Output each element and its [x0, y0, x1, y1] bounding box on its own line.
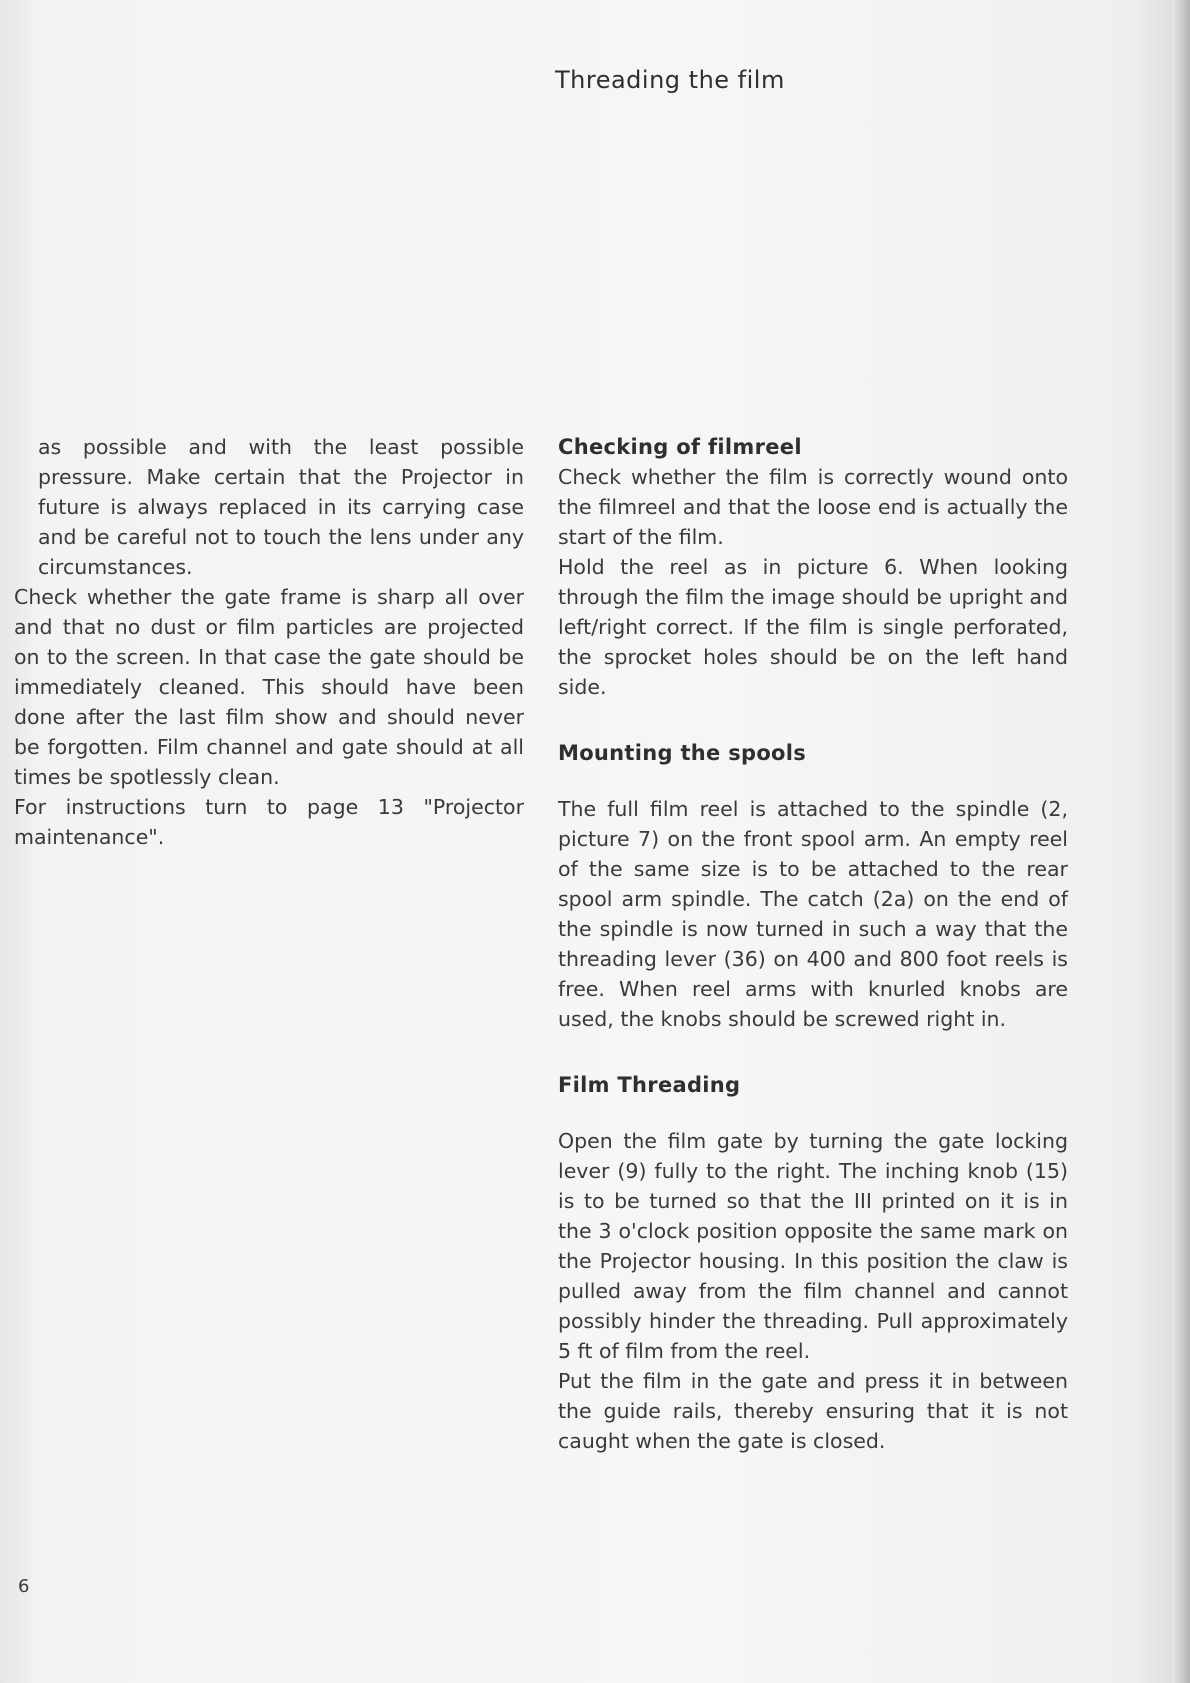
- mounting-paragraph-1: The full film reel is attached to the spindle (2, picture 7) on the front spool arm. An empty reel of the same size is to be attached to the rear spool arm spindle. The catch (2a) on the end of the spindle is now turned in such a way that the threading lever (36) on 400 and 800 foot reels is free. When reel arms with knurled knobs are used, the knobs should be screwed right in.: [558, 797, 1068, 1031]
- right-column: [558, 432, 1068, 1456]
- page-number: 6: [18, 1576, 30, 1597]
- left-paragraph-2: Check whether the gate frame is sharp all over and that no dust or film particles are projected on to the screen. In that case the gate should be immediately cleaned. This should have been done after the last film show and should never be forgotten. Film channel and gate should at all times be spotlessly clean.: [14, 585, 524, 789]
- checking-paragraph-2: Hold the reel as in picture 6. When looking through the film the image should be upright and left/right correct. If the film is single perforated, the sprocket holes should be on the left hand side.: [558, 555, 1068, 699]
- heading-film-threading: Film Threading: [558, 1073, 741, 1097]
- threading-paragraph-1: Open the film gate by turning the gate locking lever (9) fully to the right. The inching knob (15) is to be turned so that the III printed on it is in the 3 o'clock position opposite the same mark on the Projector housing. In this position the claw is pulled away from the film channel and cannot possibly hinder the threading. Pull approximately 5 ft of film from the reel.: [558, 1129, 1068, 1363]
- page-title: Threading the film: [555, 66, 785, 94]
- threading-paragraph-2: Put the film in the gate and press it in between the guide rails, thereby ensuring that it is not caught when the gate is closed.: [558, 1369, 1068, 1453]
- checking-paragraph-1: Check whether the film is correctly wound onto the filmreel and that the loose end is actually the start of the film.: [558, 465, 1068, 549]
- left-column: [14, 432, 524, 852]
- book-spine-shadow: [1172, 0, 1190, 1683]
- heading-checking-of-filmreel: Checking of filmreel: [558, 435, 802, 459]
- heading-mounting-the-spools: Mounting the spools: [558, 741, 807, 765]
- left-paragraph-1: as possible and with the least possible pressure. Make certain that the Projector in future is always replaced in its carrying case and be careful not to touch the lens under any circumstances.: [38, 435, 524, 579]
- left-paragraph-3: For instructions turn to page 13 "Projector maintenance".: [14, 795, 524, 849]
